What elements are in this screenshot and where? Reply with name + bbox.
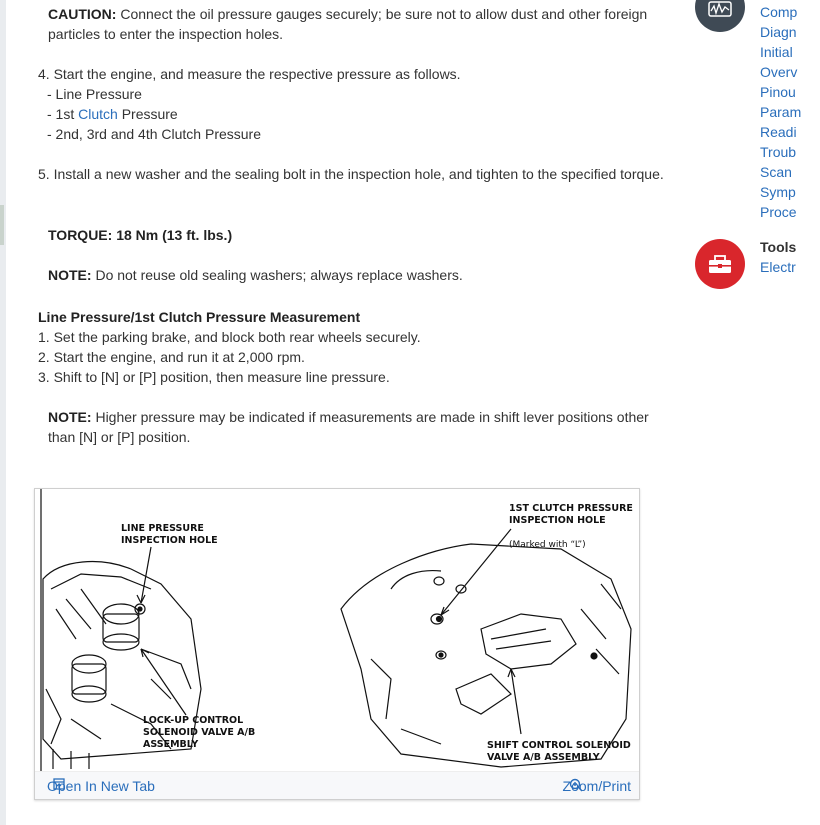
diagnostics-category-button[interactable]	[695, 0, 745, 32]
note-label: NOTE:	[48, 409, 92, 425]
sidebar-link-components[interactable]: Comp	[760, 4, 798, 20]
left-edge-accent	[0, 205, 4, 245]
sidebar-links	[760, 2, 820, 222]
tools-title: Tools	[760, 239, 797, 255]
label-1st-clutch-inspection-hole	[509, 491, 633, 551]
sidebar-link-overview[interactable]: Overv	[760, 64, 798, 80]
zoom-print-link[interactable]	[563, 778, 631, 794]
transmission-diagram-figure	[34, 488, 640, 800]
caution-paragraph	[34, 4, 664, 44]
tools-category-button[interactable]	[695, 239, 745, 289]
item-text-prefix: - 1st	[47, 106, 79, 122]
sidebar-link-diagnostics[interactable]: Diagn	[760, 24, 797, 40]
clutch-link[interactable]: Clutch	[78, 106, 118, 122]
right-housing-outline	[341, 544, 631, 767]
sidebar-link-troubleshooting[interactable]: Troub	[760, 144, 797, 160]
torque-spec: TORQUE: 18 Nm (13 ft. lbs.)	[48, 227, 233, 243]
procedure-step-3: 3. Shift to [N] or [P] position, then measure line pressure.	[38, 369, 390, 385]
left-edge-strip	[0, 0, 6, 825]
label-1st-clutch-sub: (Marked with “L”)	[509, 540, 586, 550]
sidebar-link-procedures[interactable]: Proce	[760, 204, 797, 220]
step-4-item-line-pressure: - Line Pressure	[47, 86, 142, 102]
sidebar-link-readiness[interactable]: Readi	[760, 124, 797, 140]
label-1st-clutch-main: 1ST CLUTCH PRESSURE INSPECTION HOLE	[509, 503, 633, 526]
caution-text: Connect the oil pressure gauges securely; be sure not to allow dust and other foreign particles to enter the inspection holes.	[48, 6, 648, 42]
procedure-step-1: 1. Set the parking brake, and block both rear wheels securely.	[38, 329, 421, 345]
sidebar-link-parameters[interactable]: Param	[760, 104, 802, 120]
note-text: Do not reuse old sealing washers; always replace washers.	[91, 267, 463, 283]
zoom-print-label: Zoom/Print	[562, 778, 631, 794]
caution-label: CAUTION:	[48, 6, 117, 22]
step-5: 5. Install a new washer and the sealing bolt in the inspection hole, and tighten to the specified torque.	[38, 166, 664, 182]
procedure-step-2: 2. Start the engine, and run it at 2,000 rpm.	[38, 349, 305, 365]
label-lockup-control-solenoid: LOCK-UP CONTROL SOLENOID VALVE A/B ASSEMBLY	[143, 715, 256, 750]
section-heading: Line Pressure/1st Clutch Pressure Measurement	[38, 309, 361, 325]
open-in-new-tab-label: Open In New Tab	[47, 778, 155, 794]
note-text: Higher pressure may be indicated if measurements are made in shift lever positions other than [N] or [P] position.	[48, 409, 649, 445]
sidebar-link-symptoms[interactable]: Symp	[760, 184, 796, 200]
sidebar-link-scan[interactable]: Scan	[760, 164, 792, 180]
note-washers	[34, 265, 664, 285]
toolbox-icon	[695, 239, 745, 289]
sidebar-link-initial[interactable]: Initial	[760, 44, 793, 60]
step-4: 4. Start the engine, and measure the respective pressure as follows.	[38, 66, 461, 82]
open-in-new-tab-link[interactable]	[47, 778, 155, 794]
sidebar-link-pinouts[interactable]: Pinou	[760, 84, 796, 100]
waveform-icon	[695, 0, 745, 32]
label-line-pressure-inspection-hole: LINE PRESSURE INSPECTION HOLE	[121, 523, 218, 546]
open-new-tab-icon	[53, 778, 65, 790]
step-4-item-2nd-3rd-4th: - 2nd, 3rd and 4th Clutch Pressure	[47, 126, 262, 142]
note-label: NOTE:	[48, 267, 92, 283]
zoom-in-icon	[569, 778, 583, 792]
step-4-item-1st-clutch	[34, 104, 664, 124]
figure-footer	[35, 771, 639, 799]
item-text-suffix: Pressure	[117, 106, 178, 122]
tools-link-electrical[interactable]: Electr	[760, 259, 796, 275]
label-shift-control-solenoid: SHIFT CONTROL SOLENOID VALVE A/B ASSEMBLY	[487, 740, 631, 763]
note-higher-pressure	[34, 407, 664, 447]
